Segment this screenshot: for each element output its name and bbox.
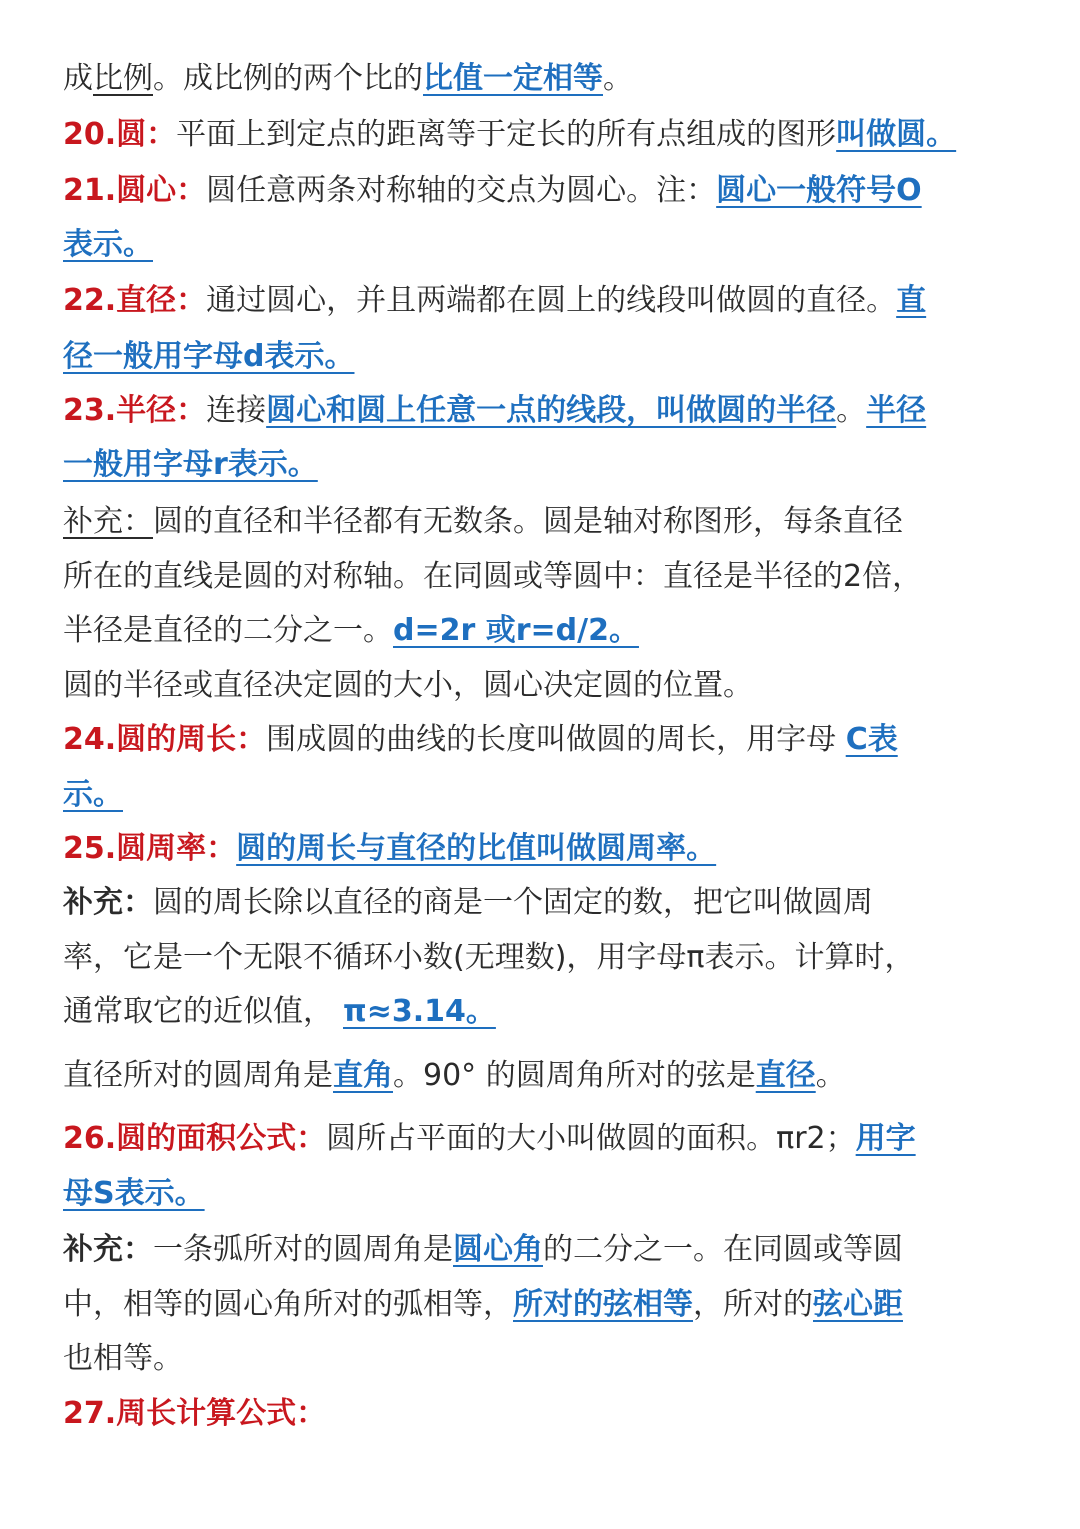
item-heading: 20.圆： bbox=[63, 117, 177, 152]
item-22 bbox=[63, 279, 926, 323]
text: 。90° 的圆周角所对的弦是 bbox=[393, 1058, 756, 1093]
supplement-3-line-3 bbox=[63, 1337, 183, 1381]
key-phrase: 比值一定相等 bbox=[423, 61, 603, 96]
key-phrase: 用字 bbox=[855, 1121, 916, 1156]
key-phrase: 直 bbox=[896, 283, 927, 318]
item-24-cont bbox=[63, 773, 123, 817]
text: 平面上到定点的距离等于定长的所有点组成的图形 bbox=[176, 117, 837, 152]
formula: d=2r 或r=d/2。 bbox=[393, 613, 639, 648]
key-phrase: 圆心角 bbox=[453, 1232, 543, 1267]
item-25 bbox=[63, 827, 716, 871]
item-heading: 22.直径： bbox=[63, 283, 207, 318]
item-22-cont bbox=[63, 335, 354, 379]
key-phrase: 弦心距 bbox=[813, 1287, 903, 1322]
text: 圆的周长除以直径的商是一个固定的数，把它叫做圆周 bbox=[153, 885, 873, 920]
supplement-2-line-2 bbox=[63, 936, 914, 980]
item-21-cont bbox=[63, 223, 153, 267]
key-phrase: 示。 bbox=[63, 777, 123, 812]
item-26-cont bbox=[63, 1172, 205, 1216]
supplement-3 bbox=[63, 1228, 903, 1272]
key-phrase: 直径 bbox=[755, 1058, 816, 1093]
item-21 bbox=[63, 169, 922, 213]
text: 所在的直线是圆的对称轴。在同圆或等圆中：直径是半径的2倍， bbox=[63, 559, 923, 594]
key-phrase: 叫做圆。 bbox=[836, 117, 957, 152]
key-phrase: 圆的周长与直径的比值叫做圆周率。 bbox=[236, 831, 717, 866]
text: 围成圆的曲线的长度叫做圆的周长，用字母 bbox=[266, 722, 846, 757]
text: 率，它是一个无限不循环小数(无理数)，用字母π表示。计算时， bbox=[63, 940, 915, 975]
supplement-1 bbox=[63, 500, 903, 544]
text: 圆所占平面的大小叫做圆的面积。πr2； bbox=[326, 1121, 856, 1156]
supplement-label: 补充： bbox=[63, 504, 153, 539]
line-1 bbox=[63, 57, 633, 101]
text: 成 bbox=[63, 61, 93, 96]
text: 圆的半径或直径决定圆的大小，圆心决定圆的位置。 bbox=[63, 668, 753, 703]
key-phrase: C表 bbox=[845, 722, 898, 757]
text: 一条弧所对的圆周角是 bbox=[153, 1232, 453, 1267]
item-heading: 25.圆周率： bbox=[63, 831, 237, 866]
item-heading: 26.圆的面积公式： bbox=[63, 1121, 327, 1156]
text: 。 bbox=[815, 1058, 846, 1093]
text: 。 bbox=[836, 393, 867, 428]
supplement-label: 补充： bbox=[63, 885, 153, 920]
text: 圆任意两条对称轴的交点为圆心。注： bbox=[206, 173, 717, 208]
supplement-2 bbox=[63, 881, 873, 925]
text: 的二分之一。在同圆或等圆 bbox=[543, 1232, 903, 1267]
underlined-term: 比例 bbox=[93, 61, 153, 96]
text: 连接 bbox=[206, 393, 267, 428]
text: 中，相等的圆心角所对的弧相等， bbox=[63, 1287, 513, 1322]
item-23-cont bbox=[63, 443, 318, 487]
key-phrase: 一般用字母r表示。 bbox=[63, 447, 318, 482]
key-phrase: 圆心一般符号O bbox=[716, 173, 922, 208]
text: ，所对的 bbox=[693, 1287, 813, 1322]
right-angle-note bbox=[63, 1054, 846, 1098]
formula: π≈3.14。 bbox=[343, 994, 496, 1029]
key-phrase: 母S表示。 bbox=[63, 1176, 205, 1211]
text: 。成比例的两个比的 bbox=[153, 61, 423, 96]
supplement-2-line-3 bbox=[63, 990, 496, 1034]
key-phrase: 圆心和圆上任意一点的线段，叫做圆的半径 bbox=[266, 393, 837, 428]
key-phrase: 所对的弦相等 bbox=[513, 1287, 693, 1322]
key-phrase: 半径 bbox=[866, 393, 927, 428]
text: 圆的直径和半径都有无数条。圆是轴对称图形，每条直径 bbox=[153, 504, 903, 539]
supplement-1-line-4 bbox=[63, 664, 753, 708]
item-heading: 23.半径： bbox=[63, 393, 207, 428]
item-heading: 27.周长计算公式： bbox=[63, 1396, 327, 1431]
text: 半径是直径的二分之一。 bbox=[63, 613, 393, 648]
supplement-3-line-2 bbox=[63, 1283, 903, 1327]
supplement-label: 补充： bbox=[63, 1232, 153, 1267]
text: 通过圆心，并且两端都在圆上的线段叫做圆的直径。 bbox=[206, 283, 897, 318]
item-26 bbox=[63, 1117, 916, 1161]
item-23 bbox=[63, 389, 926, 433]
key-phrase: 径一般用字母d表示。 bbox=[63, 339, 355, 374]
item-24 bbox=[63, 718, 898, 762]
item-27 bbox=[63, 1392, 326, 1436]
supplement-1-line-2 bbox=[63, 555, 922, 599]
item-20 bbox=[63, 113, 956, 157]
key-phrase: 表示。 bbox=[63, 227, 153, 262]
item-heading: 24.圆的周长： bbox=[63, 722, 267, 757]
text: 直径所对的圆周角是 bbox=[63, 1058, 333, 1093]
supplement-1-line-3 bbox=[63, 609, 639, 653]
text: 也相等。 bbox=[63, 1341, 183, 1376]
text: 。 bbox=[603, 61, 633, 96]
text: 通常取它的近似值， bbox=[63, 994, 333, 1029]
key-phrase: 直角 bbox=[333, 1058, 393, 1093]
item-heading: 21.圆心： bbox=[63, 173, 207, 208]
